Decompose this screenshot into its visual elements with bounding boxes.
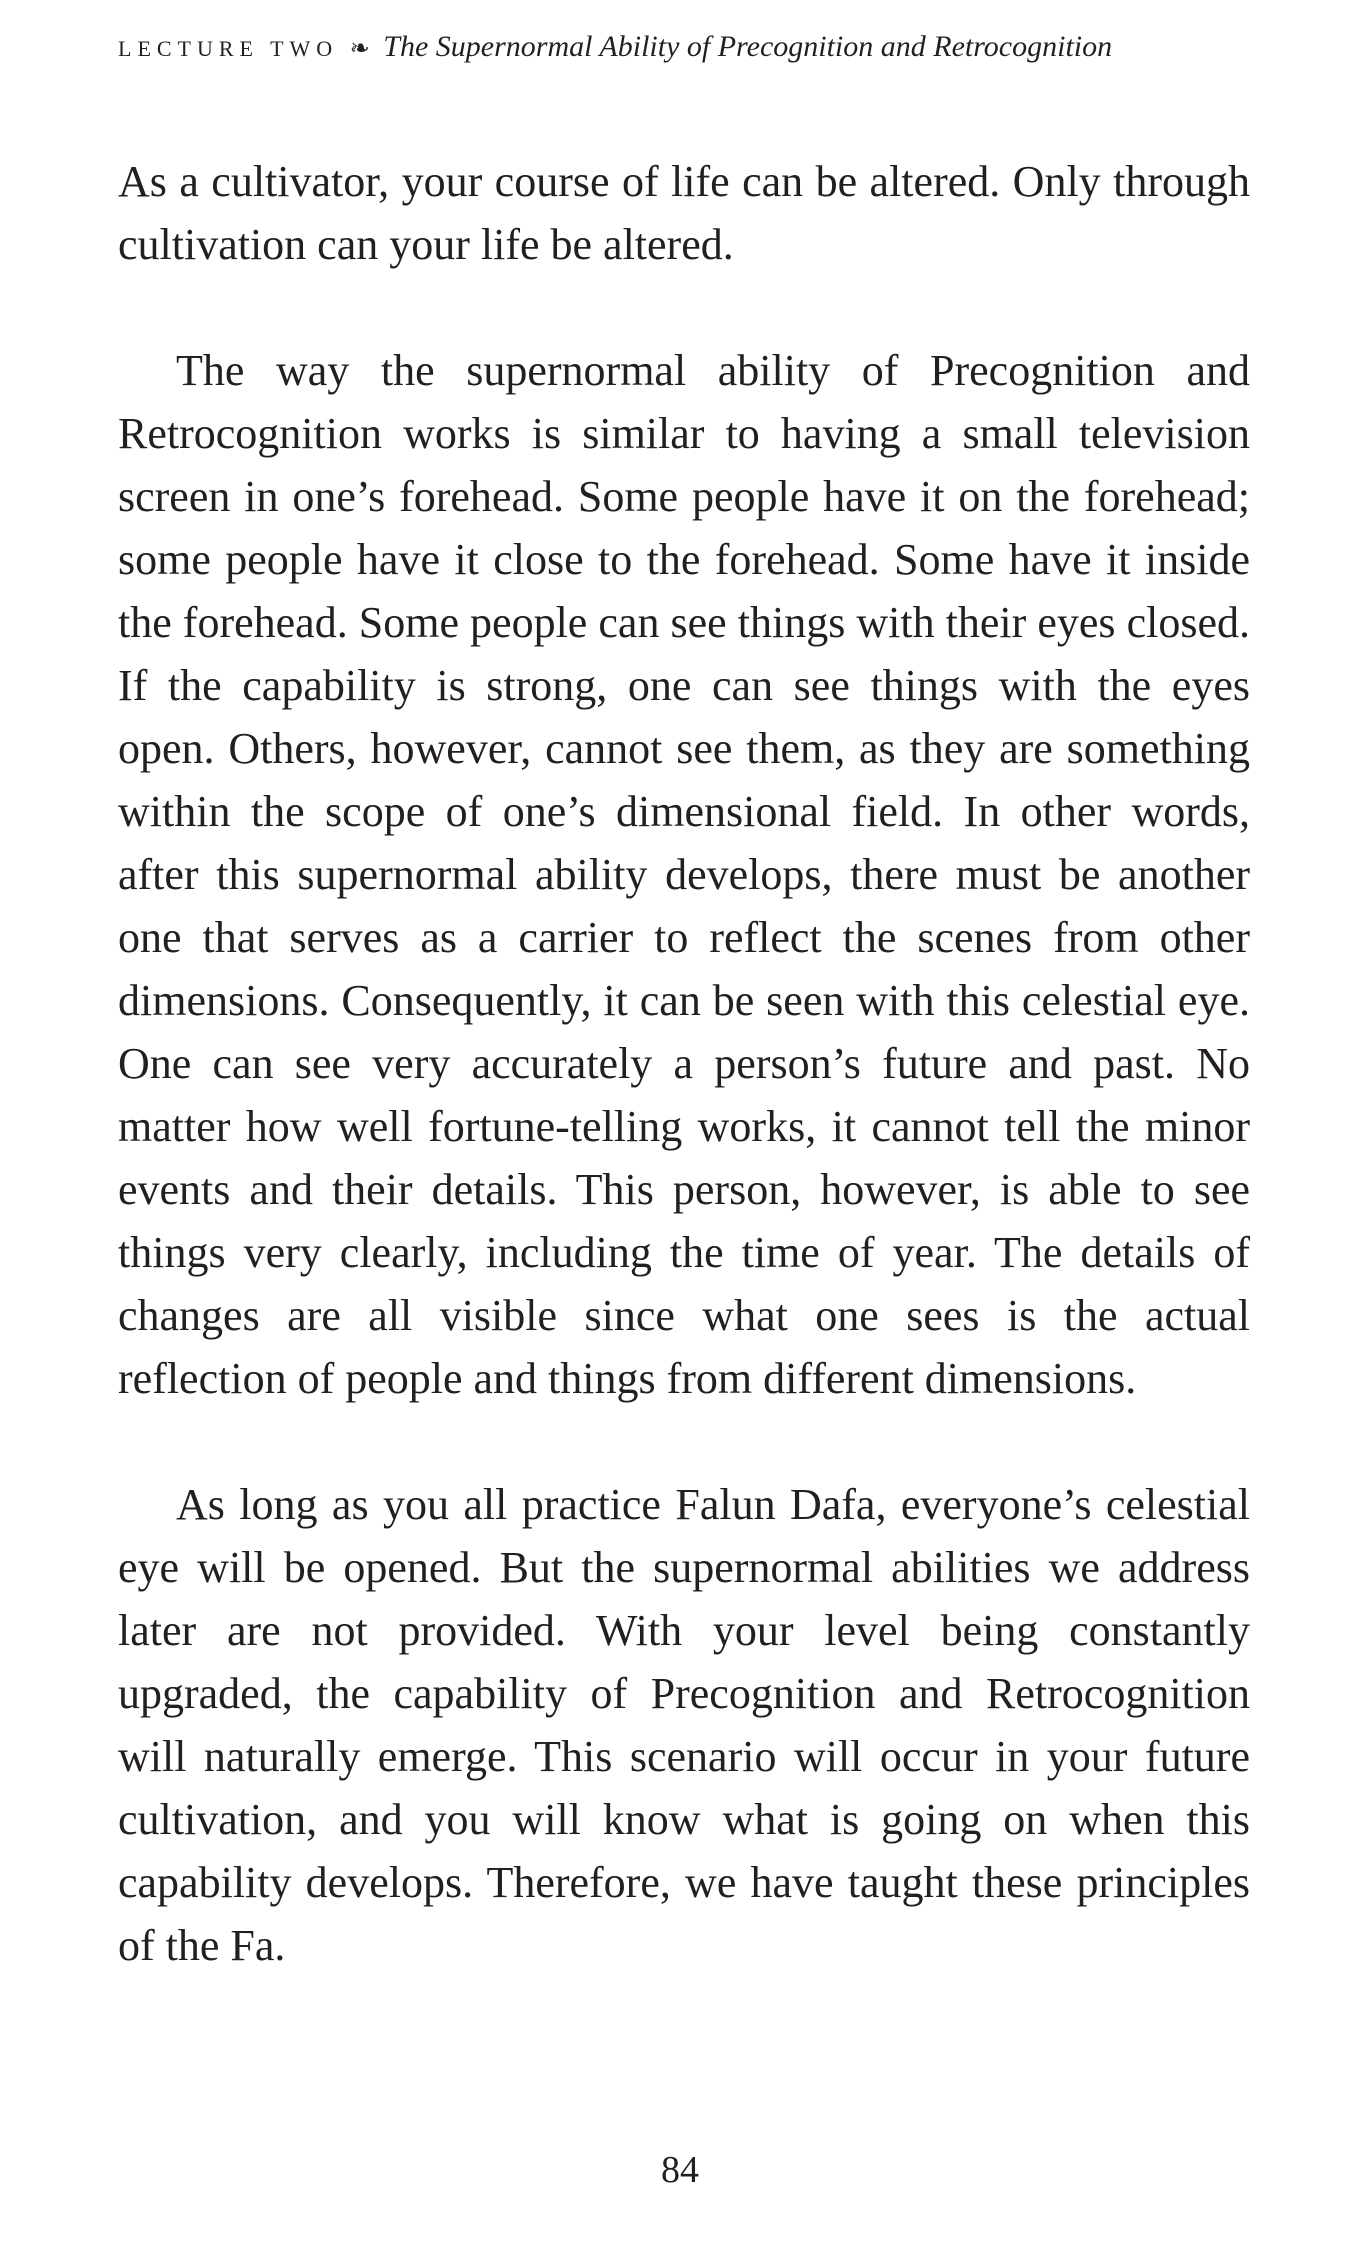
running-head [118, 28, 1250, 68]
paragraph-1: As a cultivator, your course of life can be altered. Only through cultivation can your life be altered. [118, 157, 1250, 269]
fleuron-icon: ❧ [349, 36, 370, 62]
paragraph-3: As long as you all practice Falun Dafa, everyone’s celestial eye will be opened. But the supernormal abilities we address later are not provided. With your level being constantly upgraded, the capability of Precognition and Retrocognition will naturally emerge. This scenario will occur in your future cultivation, and you will know what is going on when this capability develops. Therefore, we have taught these principles of the Fa. [118, 1480, 1250, 1970]
body-text [118, 150, 1250, 1977]
running-head-chapter-title: The Supernormal Ability of Precognition and Retrocognition [383, 30, 1113, 63]
running-head-section: LECTURE TWO [118, 36, 339, 61]
page-number: 84 [661, 2149, 699, 2191]
paragraph-2: The way the supernormal ability of Precognition and Retrocognition works is similar to having a small television screen in one’s forehead. Some people have it on the forehead; some people have it close to the forehead. Some have it inside the forehead. Some people can see things with their eyes closed. If the capability is strong, one can see things with the eyes open. Others, however, cannot see them, as they are something within the scope of one’s dimensional field. In other words, after this supernormal ability develops, there must be another one that serves as a carrier to reflect the scenes from other dimensions. Consequently, it can be seen with this celestial eye. One can see very accurately a person’s future and past. No matter how well fortune-telling works, it cannot tell the minor events and their details. This person, however, is able to see things very clearly, including the time of year. The details of changes are all visible since what one sees is the actual reflection of people and things from different dimensions. [118, 346, 1250, 1403]
